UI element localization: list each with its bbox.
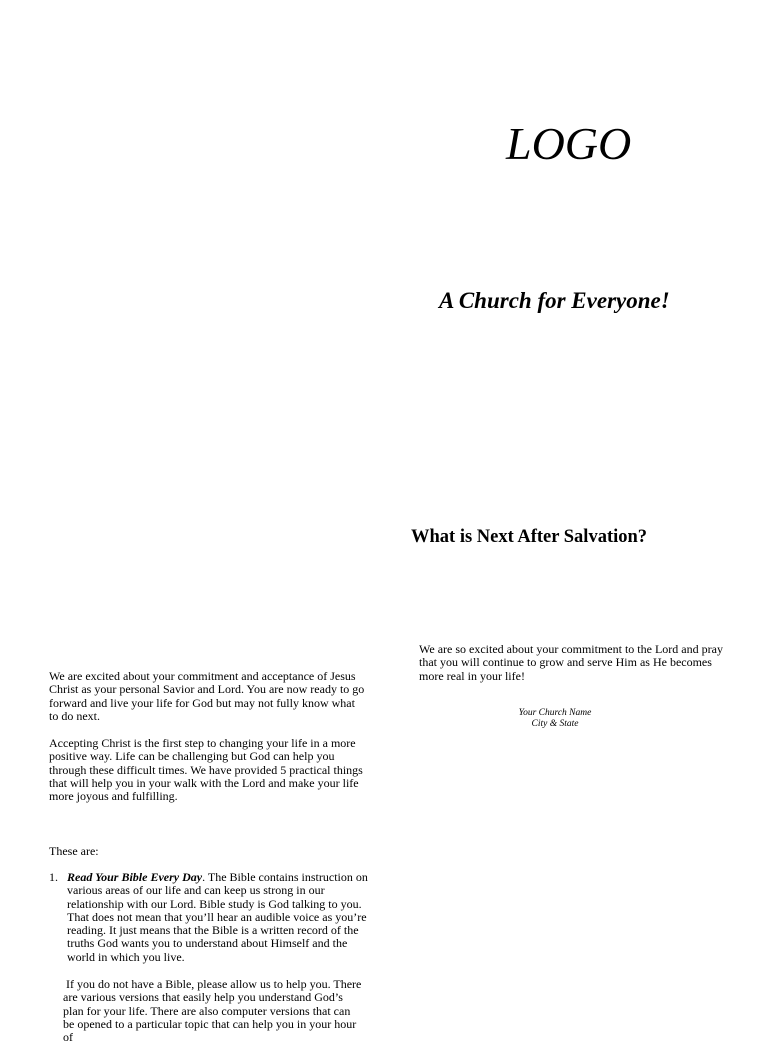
list-item xyxy=(49,871,371,964)
brochure-title: What is Next After Salvation? xyxy=(411,527,648,547)
intro-paragraph: We are excited about your commitment and acceptance of Jesus Christ as your personal Savior and Lord. You are now ready to go forward and live your life for God but may not fully know what to do next. xyxy=(49,669,365,723)
list-item-body xyxy=(67,871,371,964)
bible-help-paragraph: If you do not have a Bible, please allow us to help you. There are various versions that easily help you understand God’s plan for your life. There are also computer versions that can be opened to a particular topic that can help you in your hour of xyxy=(63,977,362,1044)
church-city-state: City & State xyxy=(531,719,579,729)
church-name: Your Church Name xyxy=(518,708,592,718)
list-item-text: . The Bible contains instruction on various areas of our life and can keep us strong in our relationship with our Lord. Bible study is God talking to you. That does not mean that you’ll hear an audible voice as you’re reading. It just means that the Bible is a written record of the truths God wants you to understand about Himself and the world in which you live. xyxy=(67,870,368,964)
tagline: A Church for Everyone! xyxy=(439,288,670,313)
closing-paragraph: We are so excited about your commitment to the Lord and pray that you will continue to grow and serve Him as He becomes more real in your life! xyxy=(419,642,723,683)
second-paragraph: Accepting Christ is the first step to changing your life in a more positive way. Life can be challenging but God can help you through these difficult times. We have provided 5 practical things that will help you in your walk with the Lord and make your life more joyous and fulfilling. xyxy=(49,736,363,804)
logo-placeholder: LOGO xyxy=(506,118,632,169)
church-signature xyxy=(500,708,610,730)
list-item-heading: Read Your Bible Every Day xyxy=(67,870,203,884)
list-item-number: 1. xyxy=(49,870,58,884)
list-intro: These are: xyxy=(49,844,99,858)
